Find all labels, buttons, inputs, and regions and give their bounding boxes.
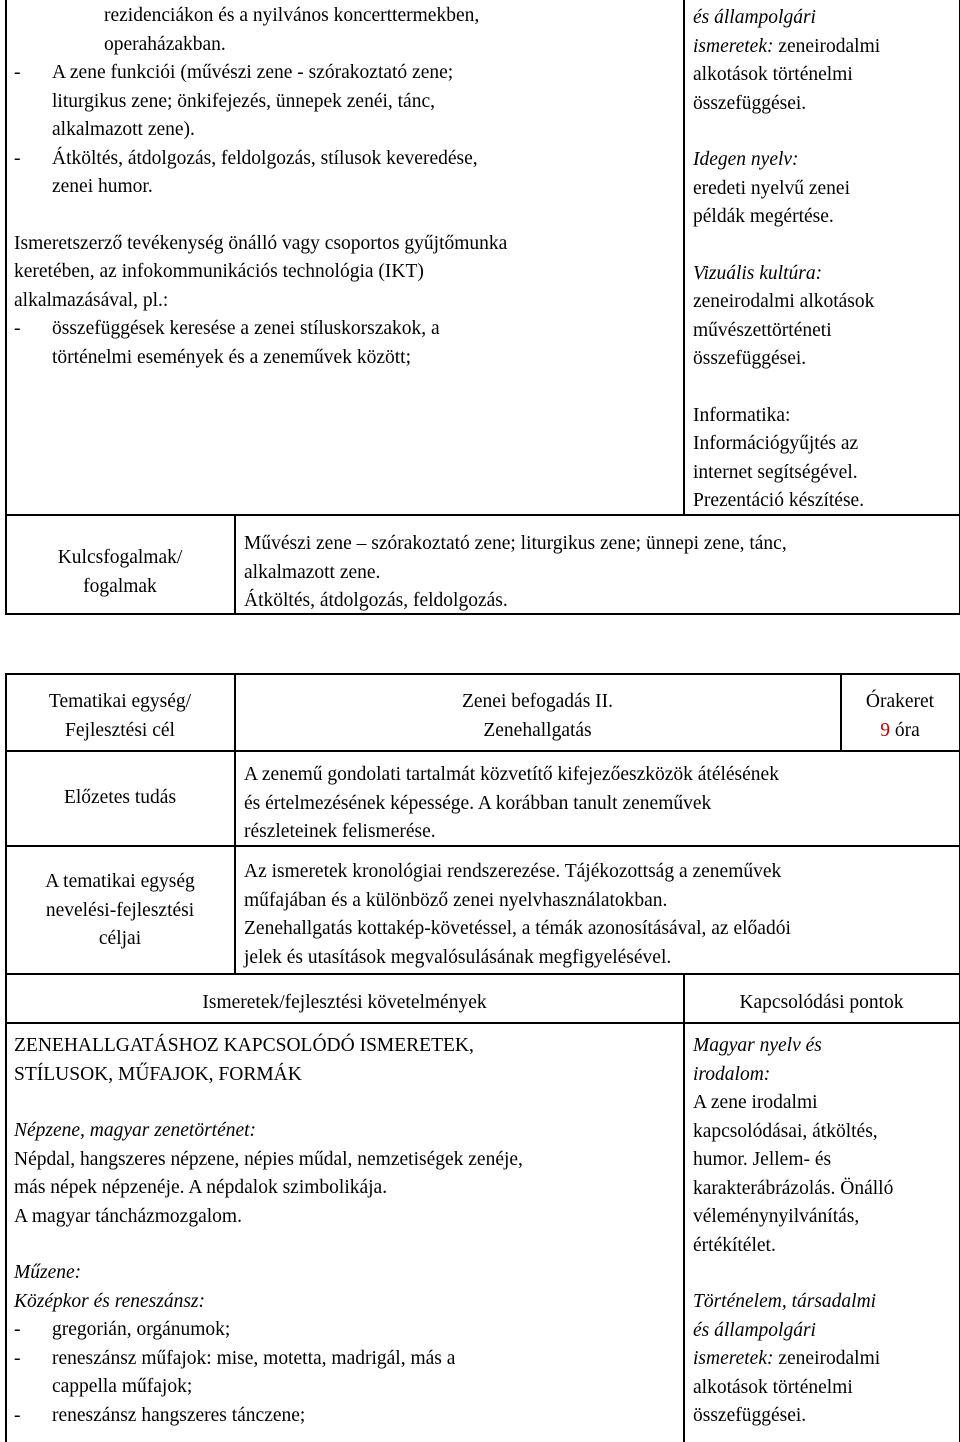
text-line: alkotások történelmi <box>693 1376 853 1398</box>
top-right-cell <box>693 4 955 516</box>
text-line: A zene funkciói (művészi zene - szórakoztató zene; <box>52 62 454 83</box>
hours-cell <box>841 688 959 745</box>
text-line: keretében, az infokommunikációs technológia (IKT) <box>14 261 424 282</box>
row-divider <box>5 973 960 975</box>
text-line: eredeti nyelvű zenei <box>693 177 850 199</box>
text-line: Előzetes tudás <box>63 787 177 808</box>
links-label: Történelem, társadalmi <box>693 1291 877 1312</box>
text-line: Népdal, hangszeres népzene, népies műdal, nemzetiségek zenéje, <box>14 1148 523 1170</box>
text-line: zenei humor. <box>52 176 153 197</box>
links-label: és állampolgári <box>693 1319 816 1341</box>
text-line: művészettörténeti <box>693 319 832 341</box>
text-line: Átköltés, átdolgozás, feldolgozás, stílusok keveredése, <box>52 147 478 169</box>
text-line: Átköltés, átdolgozás, feldolgozás. <box>244 590 508 611</box>
text-line: zeneirodalmi alkotások <box>693 291 875 312</box>
key-row-divider <box>234 515 236 614</box>
row-divider <box>5 750 960 752</box>
unit-title <box>235 688 840 745</box>
links-label: Magyar nyelv és <box>693 1035 822 1056</box>
links-col-divider <box>683 973 685 1442</box>
text-line: más népek népzenéje. A népdalok szimbolikája. <box>14 1177 388 1198</box>
text-line: gregorián, orgánumok; <box>52 1319 231 1340</box>
bullet-item: - Átköltés, átdolgozás, feldolgozás, stílusok keveredése, zenei humor. <box>0 145 674 202</box>
text-line: kapcsolódásai, átköltés, <box>693 1120 878 1142</box>
text-line: összefüggések keresése a zenei stíluskorszakok, a <box>52 318 440 339</box>
bottom-table-top-border <box>5 673 960 675</box>
text-line: A zene irodalmi <box>693 1092 818 1113</box>
text-line: nevelési-fejlesztési <box>45 899 195 921</box>
text-line: Ismeretszerző tevékenység önálló vagy csoportos gyűjtőmunka <box>14 232 508 254</box>
text-line: cappella műfajok; <box>52 1376 193 1397</box>
prior-knowledge-label <box>6 784 234 813</box>
text-line: A magyar táncházmozgalom. <box>14 1205 242 1227</box>
goals-label <box>6 868 234 954</box>
bullet-item: - reneszánsz műfajok: mise, motetta, madrigál, más a cappella műfajok; <box>0 1345 680 1402</box>
text-line: értékítélet. <box>693 1234 776 1256</box>
text-line: internet segítségével. <box>693 461 858 483</box>
text-line: részleteinek felismerése. <box>244 821 436 842</box>
hours-value: 9 óra <box>880 719 920 741</box>
text-line: összefüggései. <box>693 92 807 114</box>
bullet-item: - reneszánsz hangszeres tánczene; <box>0 1402 680 1431</box>
text-line: alkalmazott zene. <box>244 561 381 583</box>
links-text: ismeretek: zeneirodalmi <box>693 35 881 57</box>
links-label: és állampolgári <box>693 7 816 28</box>
key-concepts-content <box>244 530 956 616</box>
subsection-label: Középkor és reneszánsz: <box>14 1290 206 1312</box>
text-line: Ismeretek/fejlesztési követelmények <box>202 992 487 1013</box>
text-line: összefüggései. <box>693 1405 807 1426</box>
bullet-item: - gregorián, orgánumok; <box>0 1316 680 1345</box>
text-line: Művészi zene – szórakoztató zene; liturgikus zene; ünnepi zene, tánc, <box>244 533 787 554</box>
section-title: ZENEHALLGATÁSHOZ KAPCSOLÓDÓ ISMERETEK, <box>14 1035 474 1056</box>
requirements-header <box>6 989 683 1018</box>
text-line: alkalmazásával, pl.: <box>14 289 169 311</box>
text-line: rezidenciákon és a nyilvános koncerttermekben, <box>104 5 480 26</box>
text-line: példák megértése. <box>693 206 834 227</box>
links-label: Idegen nyelv: <box>693 149 799 170</box>
text-line: reneszánsz műfajok: mise, motetta, madrigál, más a <box>52 1347 456 1369</box>
text-line: céljai <box>98 928 142 949</box>
links-header <box>684 989 959 1018</box>
text-line: fogalmak <box>83 575 157 597</box>
text-line: Zenehallgatás kottakép-követéssel, a témák azonosításával, az előadói <box>244 918 791 939</box>
text-line: Fejlesztési cél <box>65 719 175 741</box>
links-label: irodalom: <box>693 1063 771 1085</box>
bullet-item: - A zene funkciói (művészi zene - szórakoztató zene; liturgikus zene; önkifejezés, ünnepek zenéi, tánc, alkalmazott zene). <box>0 59 674 145</box>
text-line: Prezentáció készítése. <box>693 490 865 511</box>
text-line: történelmi események és a zeneművek között; <box>52 346 411 368</box>
links-label: Vizuális kultúra: <box>693 262 823 284</box>
text-line: humor. Jellem- és <box>693 1149 832 1170</box>
text-line: Zenehallgatás <box>483 719 592 741</box>
text-line: véleménynyilvánítás, <box>693 1206 860 1227</box>
row-divider <box>5 1022 960 1024</box>
text-line: Kulcsfogalmak/ <box>57 547 183 568</box>
text-line: Az ismeretek kronológiai rendszerezése. Tájékozottság a zeneművek <box>244 861 782 882</box>
text-line: műfajában és a különböző zenei nyelvhasználatokban. <box>244 889 668 911</box>
text-line: Tematikai egység/ <box>48 691 192 712</box>
text-line: alkotások történelmi <box>693 64 853 85</box>
text-line: liturgikus zene; önkifejezés, ünnepek zenéi, tánc, <box>52 90 435 112</box>
text-line: Kapcsolódási pontok <box>739 992 904 1013</box>
requirements-content <box>14 1032 680 1430</box>
section-title: STÍLUSOK, MŰFAJOK, FORMÁK <box>14 1063 302 1085</box>
links-text: ismeretek: zeneirodalmi <box>693 1348 881 1369</box>
text-line: jelek és utasítások megvalósulásának megfigyelésével. <box>244 946 672 968</box>
subsection-label: Műzene: <box>14 1262 82 1283</box>
hours-label: Órakeret <box>865 691 935 712</box>
links-label: Informatika: <box>693 404 791 426</box>
bullet-item: - összefüggések keresése a zenei stíluskorszakok, a történelmi események és a zeneművek között; <box>0 315 674 372</box>
text-line: alkalmazott zene). <box>52 119 195 140</box>
goals-content <box>244 858 956 972</box>
text-line: Információgyűjtés az <box>693 433 859 454</box>
text-line: karakterábrázolás. Önálló <box>693 1177 894 1199</box>
key-concepts-label <box>6 544 234 601</box>
prior-knowledge-content <box>244 761 956 847</box>
text-line: reneszánsz hangszeres tánczene; <box>52 1404 306 1426</box>
subsection-label: Népzene, magyar zenetörténet: <box>14 1120 257 1141</box>
text-line: és értelmezésének képessége. A korábban tanult zeneművek <box>244 792 712 814</box>
paragraph <box>14 230 674 316</box>
text-line: összefüggései. <box>693 348 807 369</box>
top-table-mid-border <box>683 0 685 515</box>
links-content <box>693 1032 955 1431</box>
text-line: A zenemű gondolati tartalmát közvetítő kifejezőeszközök átélésének <box>244 764 779 785</box>
text-line: A tematikai egység <box>45 871 195 892</box>
unit-label <box>6 688 234 745</box>
text-line: operaházakban. <box>104 33 226 55</box>
top-left-cell <box>14 2 674 372</box>
text-line: Zenei befogadás II. <box>461 691 614 712</box>
